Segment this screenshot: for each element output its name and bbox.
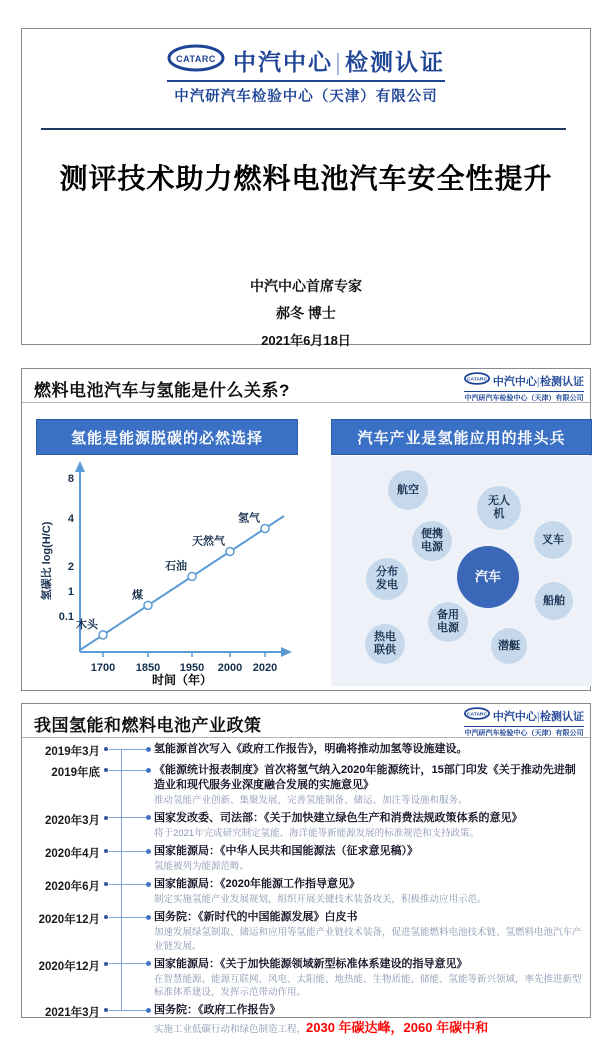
policy-title: 国家能源局：《关于加快能源领域新型标准体系建设的指导意见》 [154, 957, 468, 970]
catarc-logo-icon [167, 44, 225, 77]
satellite-bubble-叉车: 叉车 [534, 521, 572, 559]
chart-point-label: 木头 [76, 618, 98, 631]
policy-slide [21, 703, 591, 1036]
header-brand-logo: CATARC 中汽中心|检测认证 中汽研汽车检验中心（天津）有限公司 [464, 707, 584, 738]
policy-title: 氢能源首次写入《政府工作报告》，明确将推动加氢等设施建设。 [154, 743, 468, 755]
chart-point-氢气 [261, 524, 269, 532]
header-brand-logo: CATARC 中汽中心|检测认证 中汽研汽车检验中心（天津）有限公司 [464, 372, 584, 403]
presentation-date: 2021年6月18日 [261, 333, 351, 348]
hydrogen-application-diagram [331, 456, 592, 686]
timeline-entry [22, 811, 584, 840]
timeline-date: 2021年3月 [45, 1007, 100, 1020]
connector-dot-right [146, 768, 151, 773]
brand-divider: | [335, 49, 343, 75]
svg-text:CATARC: CATARC [466, 377, 487, 383]
title-slide [21, 28, 591, 348]
satellite-bubble-备用电源: 备用电源 [428, 602, 468, 642]
connector-dot-left [104, 747, 108, 751]
satellite-bubble-分布发电: 分布发电 [366, 558, 408, 600]
svg-text:2000: 2000 [217, 662, 243, 674]
chart-point-label: 石油 [165, 560, 187, 573]
carbon-goal-highlight: 2030 年碳达峰，2060 年碳中和 [306, 1020, 489, 1036]
x-axis-label: 时间（年） [151, 673, 213, 686]
catarc-logo-icon-small [464, 372, 490, 390]
connector-dot-left [104, 816, 108, 820]
connector-dot-right [146, 882, 151, 887]
timeline-connector [100, 742, 154, 756]
slide-title: 我国氢能和燃料电池产业政策 [34, 716, 262, 735]
policy-title: 国务院：《新时代的中国能源发展》白皮书 [154, 911, 358, 924]
svg-text:1700: 1700 [90, 662, 116, 674]
policy-detail: 制定实施氢能产业发展规划，组织开展关键技术装备攻关，积极推动应用示范。 [154, 894, 487, 906]
timeline-date: 2020年6月 [45, 881, 100, 894]
slide-header [22, 704, 590, 738]
connector-line [109, 817, 147, 818]
satellite-bubble-无人机: 无人机 [477, 486, 521, 530]
logo-rule [464, 726, 584, 727]
policy-detail: 实施工业低碳行动和绿色制造工程，2030 年碳达峰，2060 年碳中和 [154, 1020, 489, 1036]
timeline-entry [22, 844, 584, 873]
timeline-connector [100, 763, 154, 777]
speaker-role: 中汽中心首席专家 [250, 278, 362, 294]
timeline-connector [100, 1003, 154, 1017]
policy-title: 国家发改委、司法部：《关于加快建立绿色生产和消费法规政策体系的意见》 [154, 811, 523, 824]
timeline-entry [22, 763, 584, 807]
center-bubble-汽车: 汽车 [457, 546, 519, 608]
satellite-bubble-航空: 航空 [388, 470, 428, 510]
brand-company: 中汽研汽车检验中心（天津）有限公司 [174, 89, 438, 105]
brand-company-small: 中汽研汽车检验中心（天津）有限公司 [464, 395, 584, 402]
policy-timeline [22, 742, 584, 1041]
svg-text:1: 1 [67, 586, 74, 598]
connector-line [109, 1010, 147, 1011]
logo-rule [167, 80, 445, 82]
speaker-name: 郝冬 博士 [276, 305, 336, 321]
connector-line [109, 884, 147, 885]
left-panel-banner: 氢能是能源脱碳的必然选择 [36, 419, 298, 455]
connector-line [109, 749, 147, 750]
connector-dot-left [104, 768, 108, 772]
chart-point-label: 煤 [132, 589, 143, 602]
svg-text:1950: 1950 [179, 662, 205, 674]
policy-title: 国家能源局：《2020年能源工作指导意见》 [154, 878, 360, 891]
timeline-connector [100, 811, 154, 825]
timeline-connector [100, 877, 154, 891]
connector-dot-right [146, 961, 151, 966]
svg-text:1850: 1850 [135, 662, 161, 674]
timeline-connector [100, 910, 154, 924]
presentation-title: 测评技术助力燃料电池汽车安全性提升 [59, 163, 553, 194]
connector-dot-right [146, 915, 151, 920]
connector-line [109, 770, 147, 771]
timeline-entry [22, 910, 584, 952]
connector-dot-left [104, 882, 108, 886]
chart-point-煤 [144, 601, 152, 609]
connector-dot-right [146, 1008, 151, 1013]
relation-slide [21, 368, 591, 691]
timeline-connector [100, 957, 154, 971]
timeline-entry [22, 957, 584, 999]
satellite-bubble-潜艇: 潜艇 [491, 628, 527, 664]
timeline-date: 2020年3月 [45, 814, 100, 827]
policy-detail: 氢能被列为能源范畴。 [154, 860, 250, 872]
connector-line [109, 917, 147, 918]
timeline-date: 2019年底 [51, 767, 100, 779]
svg-text:8: 8 [67, 473, 74, 485]
svg-text:CATARC: CATARC [176, 54, 216, 64]
policy-detail: 将于2021年完成研究制定氢能、海洋能等新能源发展的标准规范和支持政策。 [154, 827, 480, 839]
svg-text:2: 2 [67, 561, 74, 573]
policy-title: 《能源统计报表制度》首次将氢气纳入2020年能源统计，15部门印发《关于推动先进制造业和现代服务业深度融合发展的实施意见》 [154, 764, 576, 791]
timeline-date: 2020年12月 [38, 960, 100, 973]
svg-text:0.1: 0.1 [58, 611, 74, 623]
svg-text:CATARC: CATARC [466, 712, 487, 718]
brand-company-small: 中汽研汽车检验中心（天津）有限公司 [464, 730, 584, 737]
brand-name: 中汽中心|检测认证 [233, 49, 445, 75]
svg-text:4: 4 [67, 513, 74, 525]
y-axis-label: 氢碳比 log(H/C) [41, 521, 53, 601]
right-panel-banner: 汽车产业是氢能应用的排头兵 [331, 419, 592, 455]
connector-line [109, 851, 147, 852]
timeline-date: 2019年3月 [45, 746, 100, 758]
connector-dot-left [104, 1008, 108, 1012]
policy-detail: 在智慧能源、能源互联网、风电、太阳能、地热能、生物质能、储能、氢能等新兴领域，率先推进新型标准体系建设，发挥示范带动作用。 [154, 973, 582, 998]
speaker-block [22, 269, 590, 356]
connector-dot-right [146, 747, 151, 752]
satellite-bubble-船舶: 船舶 [535, 582, 573, 620]
slide-title: 燃料电池汽车与氢能是什么关系? [34, 381, 290, 400]
slide-header [22, 369, 590, 403]
title-divider-line [41, 128, 566, 130]
timeline-entry [22, 1003, 584, 1037]
policy-detail: 推动氢能产业创新、集聚发展，完善氢能制备、储运、加注等设施和服务。 [154, 794, 468, 806]
timeline-entry [22, 877, 584, 906]
chart-point-石油 [188, 572, 196, 580]
timeline-entry [22, 742, 584, 759]
connector-dot-left [104, 849, 108, 853]
brand-logo [22, 44, 590, 106]
catarc-logo-icon-small [464, 707, 490, 725]
chart-point-label: 氢气 [238, 512, 260, 525]
timeline-date: 2020年12月 [38, 914, 100, 927]
svg-text:2020: 2020 [252, 662, 278, 674]
policy-title: 国务院：《政府工作报告》 [154, 1004, 281, 1017]
chart-point-天然气 [226, 547, 234, 555]
connector-dot-left [104, 915, 108, 919]
chart-point-木头 [99, 631, 107, 639]
chart-point-label: 天然气 [192, 535, 225, 548]
satellite-bubble-热电联供: 热电联供 [365, 624, 405, 664]
policy-title: 国家能源局：《中华人民共和国能源法（征求意见稿）》 [154, 845, 418, 858]
satellite-bubble-便携电源: 便携电源 [412, 521, 452, 561]
timeline-date: 2020年4月 [45, 848, 100, 861]
timeline-connector [100, 844, 154, 858]
policy-detail: 加速发展绿氢制取、储运和应用等氢能产业链技术装备，促进氢能燃料电池技术链、氢燃料电池汽车产业链发展。 [154, 927, 582, 952]
logo-rule [464, 391, 584, 392]
connector-dot-right [146, 849, 151, 854]
hydrogen-carbon-ratio-chart [36, 456, 298, 686]
connector-line [109, 963, 147, 964]
connector-dot-left [104, 962, 108, 966]
connector-dot-right [146, 815, 151, 820]
